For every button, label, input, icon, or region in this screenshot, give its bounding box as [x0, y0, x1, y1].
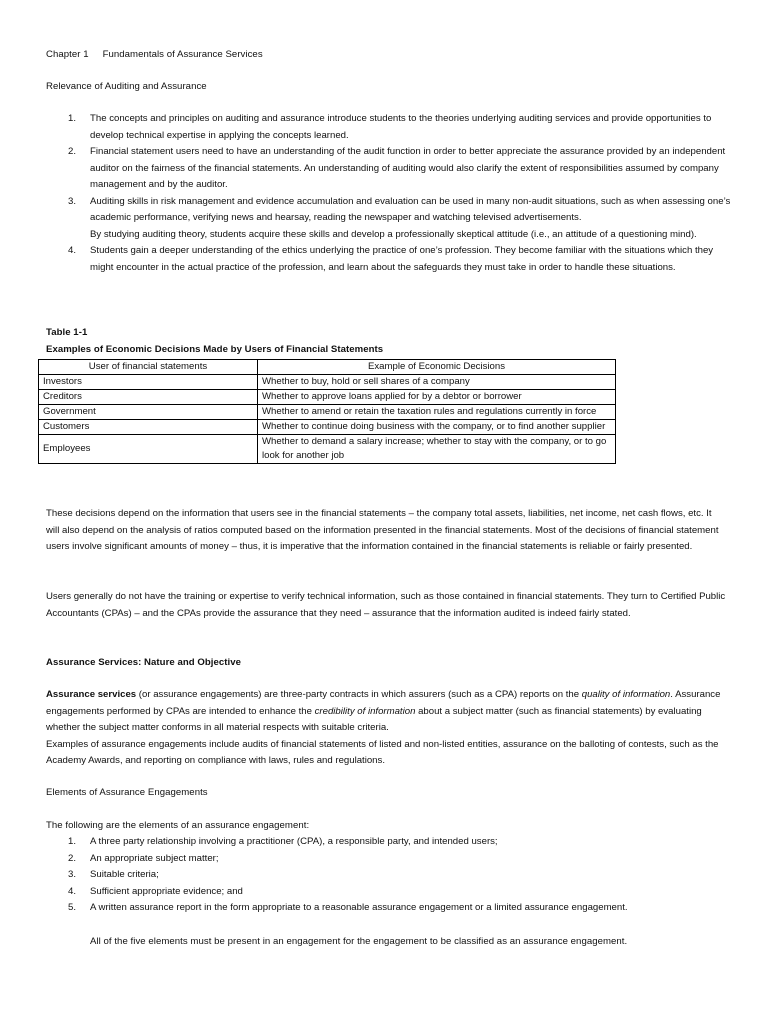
table-cell-user: Employees	[39, 435, 258, 464]
list-item	[46, 194, 732, 244]
chapter-label: Chapter 1	[46, 49, 89, 60]
section-heading-elements: Elements of Assurance Engagements	[46, 787, 208, 798]
assurance-term: Assurance services	[46, 689, 137, 700]
table-header-row	[39, 360, 616, 375]
table-row	[39, 375, 616, 390]
table-cell-decision: Whether to buy, hold or sell shares of a company	[258, 375, 616, 390]
list-item	[46, 851, 732, 868]
definition-emphasis: credibility of information	[314, 705, 416, 717]
list-text: The concepts and principles on auditing and assurance introduce students to the theories underlying auditing services and provide opportunities to develop technical expertise in applying the concepts learned.	[90, 113, 712, 141]
chapter-heading	[46, 49, 263, 61]
list-item	[46, 867, 732, 884]
table-cell-decision: Whether to continue doing business with the company, or to find another supplier	[258, 420, 616, 435]
list-text: An appropriate subject matter;	[90, 852, 219, 864]
list-text: Suitable criteria;	[90, 869, 159, 880]
table-cell-decision: Whether to amend or retain the taxation rules and regulations currently in force	[258, 405, 616, 420]
table-cell-user: Creditors	[39, 390, 258, 405]
list-text: Auditing skills in risk management and evidence accumulation and evaluation can be used in many non-audit situations, such as when assessing one’s academic performance, verifying news and hearsay, reading the newspaper and watching televised advertisements.	[90, 195, 731, 223]
list-item	[46, 111, 732, 144]
list-number: 3.	[68, 195, 77, 207]
section-heading-relevance: Relevance of Auditing and Assurance	[46, 81, 207, 92]
list-number: 5.	[68, 902, 77, 913]
paragraph-assurance-definition	[46, 687, 726, 770]
paragraph-decisions: These decisions depend on the information that users see in the financial statements – the company total assets, liabilities, net income, net cash flows, etc. It will also depend on the analysis of ratios computed based on the information presented in the financial statements. Most of the decisions of financial statement users involve significant amounts of money – thus, it is imperative that the information contained in the financial statements is reliable or fairly presented.	[46, 508, 719, 552]
section-heading-assurance: Assurance Services: Nature and Objective	[46, 657, 242, 668]
elements-closing: All of the five elements must be present in an engagement for the engagement to be classified as an assurance engagement.	[90, 936, 628, 947]
list-text: Students gain a deeper understanding of the ethics underlying the practice of one’s profession. They become familiar with the situations which they might encounter in the actual practice of the profession, and learn about the safeguards they must take in order to handle these situations.	[90, 245, 714, 273]
elements-intro: The following are the elements of an assurance engagement:	[46, 820, 310, 831]
list-text: A three party relationship involving a practitioner (CPA), a responsible party, and intended users;	[90, 836, 498, 847]
list-item	[46, 900, 732, 917]
table-row	[39, 405, 616, 420]
table-row	[39, 420, 616, 435]
list-item	[46, 144, 732, 194]
definition-emphasis: quality of information	[581, 689, 671, 700]
list-number: 4.	[68, 245, 77, 256]
list-number: 1.	[68, 836, 77, 847]
table-cell-decision: Whether to approve loans applied for by a debtor or borrower	[258, 390, 616, 405]
table-caption: Examples of Economic Decisions Made by Users of Financial Statements	[46, 344, 384, 355]
table-header: Example of Economic Decisions	[258, 360, 616, 375]
list-number: 3.	[68, 869, 77, 880]
definition-text: (or assurance engagements) are three-party contracts in which assurers (such as a CPA) reports on the	[136, 689, 582, 700]
table-row	[39, 390, 616, 405]
list-text: Financial statement users need to have an understanding of the audit function in order to better appreciate the assurance provided by an independent auditor on the fairness of the financial statements. An understanding of auditing would also clarify the extent of responsibilities assumed by company management and by the auditor.	[90, 146, 726, 190]
table-label: Table 1-1	[46, 327, 88, 338]
list-text: Sufficient appropriate evidence; and	[90, 885, 243, 897]
list-item	[46, 834, 732, 851]
elements-list	[46, 834, 732, 917]
definition-text: . Assurance engagements performed by CPAs are intended to enhance the	[46, 689, 721, 717]
table-cell-user: Investors	[39, 375, 258, 390]
table-row	[39, 435, 616, 464]
table-cell-user: Government	[39, 405, 258, 420]
table-cell-decision: Whether to demand a salary increase; whether to stay with the company, or to go look for another job	[258, 435, 616, 464]
list-number: 2.	[68, 146, 77, 157]
list-number: 2.	[68, 852, 77, 864]
table-cell-user: Customers	[39, 420, 258, 435]
list-item	[46, 243, 732, 276]
list-number: 4.	[68, 885, 77, 897]
economic-decisions-table	[38, 359, 616, 464]
list-item	[46, 884, 732, 901]
definition-text: about a subject matter (such as financial statements) by evaluating whether the subject matter conforms in all material respects with suitable criteria.	[46, 705, 702, 733]
table-header: User of financial statements	[39, 360, 258, 375]
chapter-title: Fundamentals of Assurance Services	[102, 49, 263, 60]
list-number: 1.	[68, 113, 77, 124]
list-text-extra: By studying auditing theory, students acquire these skills and develop a professionally skeptical attitude (i.e., an attitude of a questioning mind).	[90, 228, 697, 240]
assurance-examples: Examples of assurance engagements include audits of financial statements of listed and non-listed entities, assurance on the balloting of contests, such as the Academy Awards, and reporting on compliance with laws, rules and regulations.	[46, 738, 719, 766]
paragraph-users: Users generally do not have the training or expertise to verify technical information, such as those contained in financial statements. They turn to Certified Public Accountants (CPAs) – and the CPAs provide the assurance that they need – assurance that the information audited is indeed fairly stated.	[46, 591, 726, 619]
relevance-list	[46, 111, 732, 276]
list-text: A written assurance report in the form appropriate to a reasonable assurance engagement or a limited assurance engagement.	[90, 902, 628, 913]
